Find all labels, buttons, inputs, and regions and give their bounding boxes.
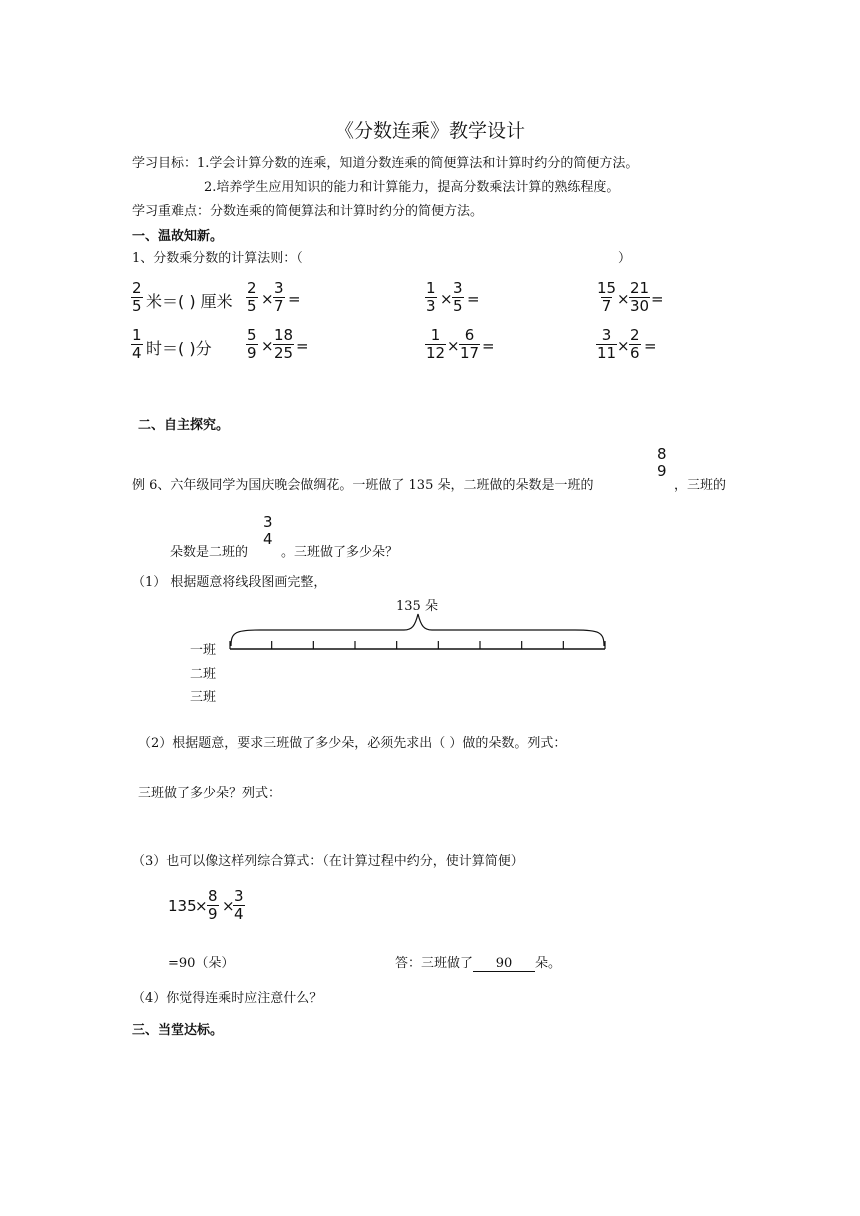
formula-frac-1: $\frac{8}{9}$ (208, 887, 218, 923)
step-1: （1） 根据题意将线段图画完整， (132, 575, 327, 590)
ex1-equals: = (288, 290, 301, 308)
diagram-row-1: 一班 (190, 643, 217, 658)
ex5-times: × (447, 337, 460, 355)
conv2-text: 时＝( )分 (146, 339, 212, 358)
conv2-fraction: $\frac{1}{4}$ (132, 326, 142, 362)
ex4-equals: = (296, 337, 309, 355)
page-title: 《分数连乘》教学设计 (334, 120, 525, 142)
ex2-equals: = (467, 290, 480, 308)
ex2-frac-a: $\frac{1}{3}$ (426, 279, 436, 315)
objectives-label: 学习目标： (132, 156, 198, 171)
diagram-brace (231, 614, 604, 646)
step-2: （2）根据题意，要求三班做了多少朵，必须先求出（ ）做的朵数。列式： (138, 736, 567, 751)
section2-heading: 二、自主探究。 (138, 418, 230, 433)
formula-times-1: × (195, 897, 208, 915)
objective-1: 1.学会计算分数的连乘，知道分数连乘的简便算法和计算时约分的简便方法。 (197, 156, 639, 171)
example-text-2: ，三班的 (674, 478, 727, 493)
example-line2: 朵数是二班的 (170, 545, 249, 560)
ex5-equals: = (482, 337, 495, 355)
diagram-ticks (230, 641, 605, 649)
ex3-equals: = (651, 290, 664, 308)
example-line2-end: 。三班做了多少朵？ (281, 545, 399, 560)
question-1-close: ） (618, 251, 632, 266)
ex3-frac-a: $\frac{15}{7}$ (597, 279, 617, 315)
step-4: （4）你觉得连乘时应注意什么？ (132, 991, 323, 1006)
ex6-times: × (617, 337, 630, 355)
step-3: （3）也可以像这样列综合算式：（在计算过程中约分，使计算简便） (132, 854, 524, 869)
step-2b: 三班做了多少朵？列式： (138, 786, 282, 801)
ex5-frac-a: $\frac{1}{12}$ (426, 326, 446, 362)
diagram-row-2: 二班 (190, 667, 217, 682)
ex1-times: × (261, 290, 274, 308)
answer-prefix: 答：三班做了 (395, 956, 474, 971)
section1-heading: 一、温故知新。 (132, 229, 224, 244)
ex1-frac-a: $\frac{2}{5}$ (247, 279, 257, 315)
ex5-frac-b: $\frac{6}{17}$ (460, 326, 480, 362)
formula-whole: 135 (168, 897, 197, 915)
diagram-row-3: 三班 (190, 690, 217, 705)
ex4-times: × (261, 337, 274, 355)
ex4-frac-a: $\frac{5}{9}$ (247, 326, 257, 362)
conv1-fraction: $\frac{2}{5}$ (132, 279, 142, 315)
answer-line (395, 952, 561, 972)
example-fraction-8-9: 8 9 (657, 445, 667, 480)
ex2-frac-b: $\frac{3}{5}$ (453, 279, 463, 315)
answer-value: 90 (473, 956, 535, 972)
ex2-times: × (440, 290, 453, 308)
formula-frac-2: $\frac{3}{4}$ (234, 887, 244, 923)
example-text-1: 例 6、六年级同学为国庆晚会做绸花。一班做了 135 朵，二班做的朵数是一班的 (132, 478, 594, 493)
ex3-times: × (617, 290, 630, 308)
formula-result: =90（朵） (168, 956, 235, 971)
conv1-text: 米＝( ) 厘米 (146, 292, 233, 311)
ex1-frac-b: $\frac{3}{7}$ (274, 279, 284, 315)
section3-heading: 三、当堂达标。 (132, 1023, 224, 1038)
question-1: 1、分数乘分数的计算法则：（ (132, 251, 303, 266)
ex6-frac-b: $\frac{2}{6}$ (630, 326, 640, 362)
ex3-frac-b: $\frac{21}{30}$ (630, 279, 650, 315)
diagram-total-label: 135 朵 (396, 599, 438, 614)
objective-2: 2.培养学生应用知识的能力和计算能力，提高分数乘法计算的熟练程度。 (204, 180, 620, 195)
formula-times-2: × (222, 897, 235, 915)
example-fraction-3-4: 3 4 (263, 513, 273, 548)
ex4-frac-b: $\frac{18}{25}$ (274, 326, 294, 362)
answer-suffix: 朵。 (535, 956, 562, 971)
key-points: 学习重难点：分数连乘的简便算法和计算时约分的简便方法。 (132, 204, 484, 219)
ex6-frac-a: $\frac{3}{11}$ (597, 326, 617, 362)
ex6-equals: = (644, 337, 657, 355)
